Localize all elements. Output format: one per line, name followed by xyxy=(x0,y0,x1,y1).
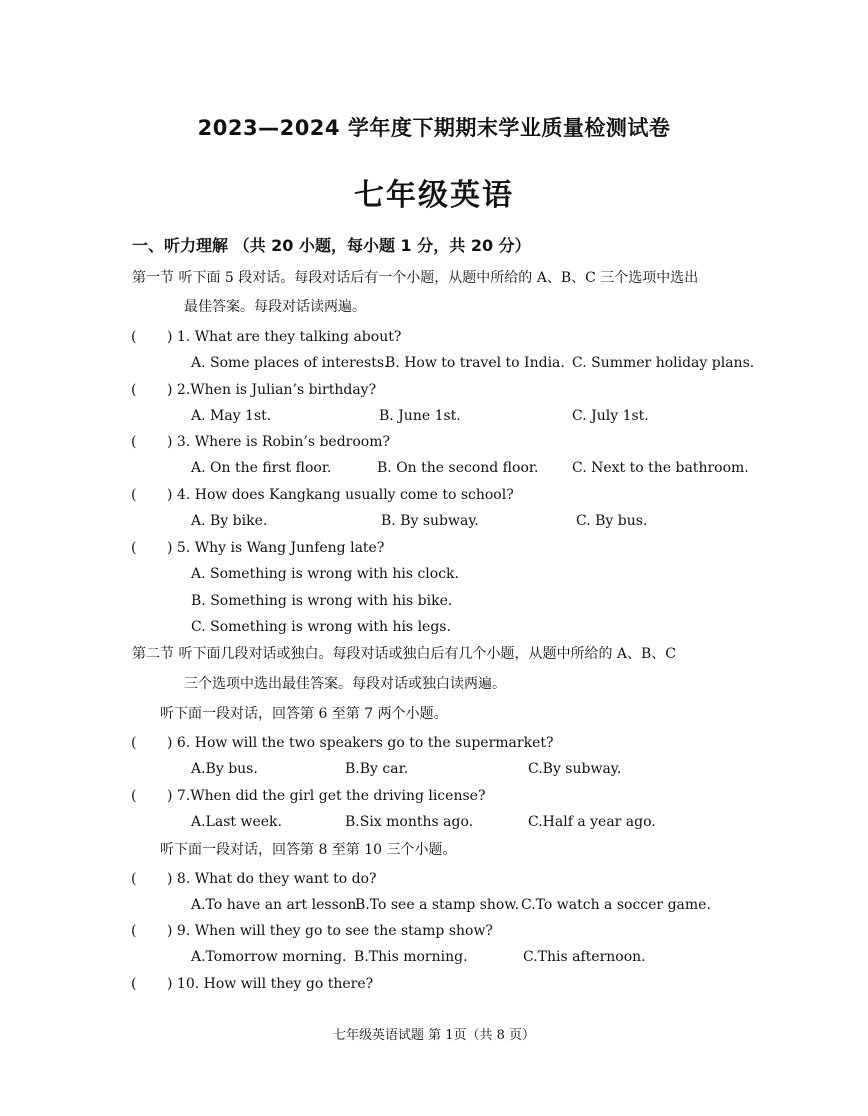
answer-blank-open: ( xyxy=(131,788,137,804)
question-3 xyxy=(131,432,390,452)
question-10 xyxy=(131,974,373,994)
answer-blank-close: ) xyxy=(167,871,173,887)
exam-subject: 七年级英语 xyxy=(354,178,514,213)
option-b: B. Something is wrong with his bike. xyxy=(191,593,453,609)
answer-blank-open: ( xyxy=(131,382,137,398)
answer-blank-close: ) xyxy=(167,976,173,992)
answer-blank-open: ( xyxy=(131,487,137,503)
answer-blank-close: ) xyxy=(167,540,173,556)
option-c: C. Something is wrong with his legs. xyxy=(191,619,451,635)
page-footer: 七年级英语试题 第 1页（共 8 页） xyxy=(332,1028,536,1043)
option-b: B.Six months ago. xyxy=(345,814,474,830)
dialogue-instruction-8-10: 听下面一段对话，回答第 8 至第 10 三个小题。 xyxy=(160,842,457,858)
answer-blank-open: ( xyxy=(131,871,137,887)
option-c: C. Next to the bathroom. xyxy=(572,460,749,476)
exam-title: 2023—2024 学年度下期期末学业质量检测试卷 xyxy=(197,116,671,140)
question-1 xyxy=(131,327,401,347)
question-text: 6. How will the two speakers go to the supermarket? xyxy=(176,735,554,751)
section2-instruction: 第二节 听下面几段对话或独白。每段对话或独白后有几个小题，从题中所给的 A、B、C xyxy=(132,646,677,662)
question-text: 8. What do they want to do? xyxy=(176,871,377,887)
option-b: B. On the second floor. xyxy=(377,460,539,476)
option-c: C.By subway. xyxy=(528,761,622,777)
question-text: 3. Where is Robin’s bedroom? xyxy=(176,434,391,450)
question-5 xyxy=(131,538,384,558)
dialogue-instruction-6-7: 听下面一段对话，回答第 6 至第 7 两个小题。 xyxy=(160,706,448,722)
question-text: 1. What are they talking about? xyxy=(176,329,402,345)
answer-blank-close: ) xyxy=(167,735,173,751)
question-text: 10. How will they go there? xyxy=(176,976,374,992)
question-8 xyxy=(131,869,377,889)
option-b: B.By car. xyxy=(345,761,409,777)
option-a: A.Tomorrow morning. xyxy=(191,949,347,965)
option-b: B. June 1st. xyxy=(379,408,461,424)
option-c: C. July 1st. xyxy=(572,408,649,424)
answer-blank-close: ) xyxy=(167,382,173,398)
option-a: A. By bike. xyxy=(191,513,268,529)
option-c: C. By bus. xyxy=(576,513,648,529)
answer-blank-open: ( xyxy=(131,976,137,992)
option-a: A. On the first floor. xyxy=(191,460,332,476)
option-a: A.Last week. xyxy=(191,814,282,830)
option-a: A.By bus. xyxy=(191,761,258,777)
answer-blank-open: ( xyxy=(131,329,137,345)
question-2 xyxy=(131,380,376,400)
question-text: 9. When will they go to see the stamp show? xyxy=(176,923,493,939)
part-heading: 一、听力理解 （共 20 小题，每小题 1 分，共 20 分） xyxy=(132,236,531,255)
answer-blank-open: ( xyxy=(131,434,137,450)
question-9 xyxy=(131,921,493,941)
answer-blank-close: ) xyxy=(167,788,173,804)
answer-blank-close: ) xyxy=(167,434,173,450)
question-text: 2.When is Julian’s birthday? xyxy=(176,382,377,398)
option-c: C.Half a year ago. xyxy=(528,814,656,830)
option-b: B. How to travel to India. xyxy=(385,355,565,371)
option-a: A. Some places of interests. xyxy=(191,355,389,371)
answer-blank-close: ) xyxy=(167,487,173,503)
section1-instruction-cont: 最佳答案。每段对话读两遍。 xyxy=(184,299,366,315)
question-6 xyxy=(131,733,554,753)
answer-blank-open: ( xyxy=(131,540,137,556)
option-c: C.This afternoon. xyxy=(523,949,646,965)
option-b: B. By subway. xyxy=(381,513,479,529)
section2-instruction-cont: 三个选项中选出最佳答案。每段对话或独白读两遍。 xyxy=(184,676,506,692)
answer-blank-close: ) xyxy=(167,329,173,345)
option-b: B.To see a stamp show. xyxy=(355,897,520,913)
question-text: 7.When did the girl get the driving license? xyxy=(176,788,486,804)
option-c: C.To watch a soccer game. xyxy=(521,897,711,913)
option-c: C. Summer holiday plans. xyxy=(572,355,755,371)
section1-instruction: 第一节 听下面 5 段对话。每段对话后有一个小题，从题中所给的 A、B、C 三个选项中选出 xyxy=(132,270,699,286)
question-text: 4. How does Kangkang usually come to school? xyxy=(176,487,514,503)
option-a: A. Something is wrong with his clock. xyxy=(191,566,459,582)
question-7 xyxy=(131,786,485,806)
option-a: A. May 1st. xyxy=(191,408,272,424)
option-b: B.This morning. xyxy=(354,949,468,965)
option-a: A.To have an art lesson. xyxy=(191,897,361,913)
answer-blank-close: ) xyxy=(167,923,173,939)
answer-blank-open: ( xyxy=(131,923,137,939)
question-4 xyxy=(131,485,514,505)
answer-blank-open: ( xyxy=(131,735,137,751)
question-text: 5. Why is Wang Junfeng late? xyxy=(176,540,385,556)
